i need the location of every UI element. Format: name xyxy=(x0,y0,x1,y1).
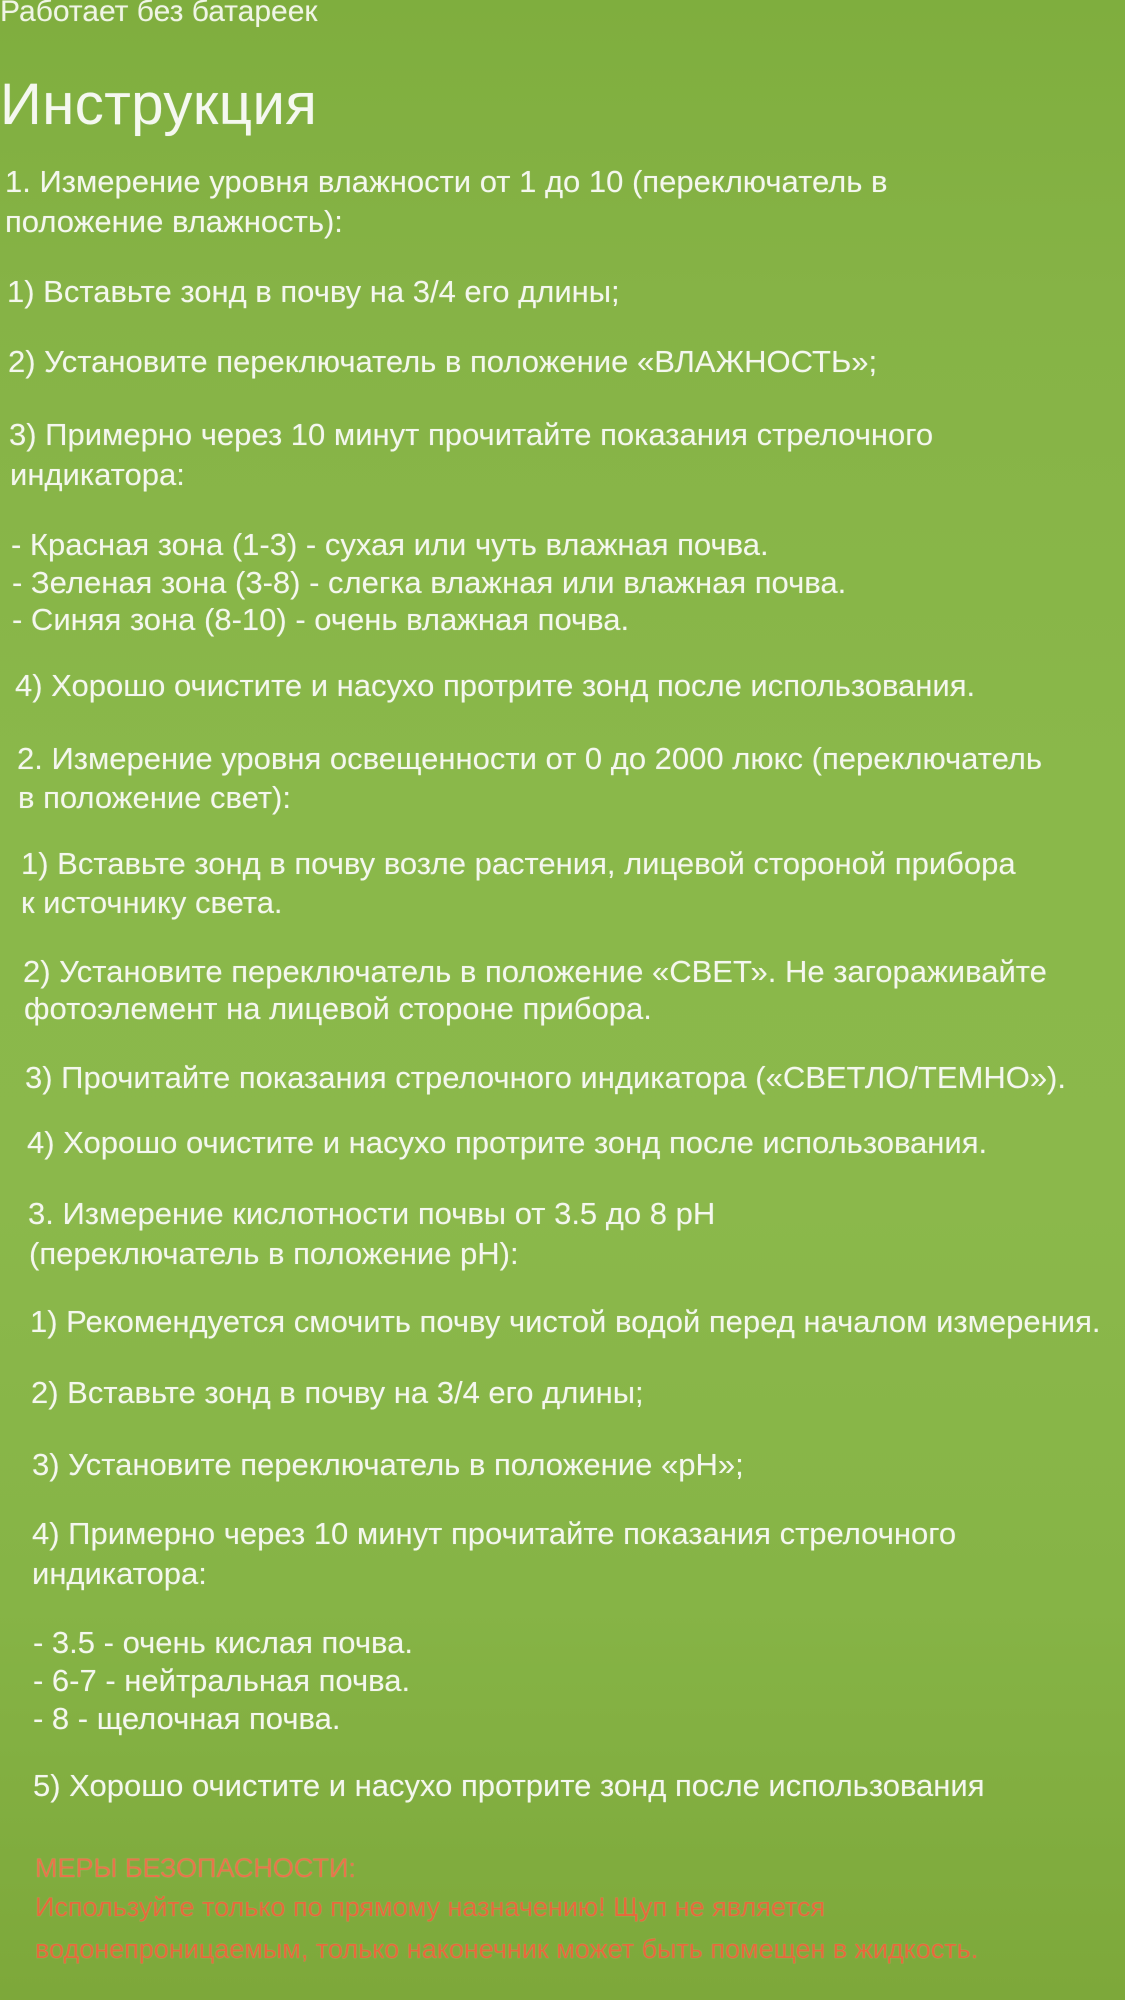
instruction-line: фотоэлемент на лицевой стороне прибора. xyxy=(24,991,652,1026)
instruction-line: 3. Измерение кислотности почвы от 3.5 до 8 pH xyxy=(28,1196,716,1231)
instruction-line: - 3.5 - очень кислая почва. xyxy=(33,1625,413,1660)
instruction-line: 4) Хорошо очистите и насухо протрите зонд после использования. xyxy=(15,668,976,703)
subtitle: Работает без батареек xyxy=(0,0,318,28)
instruction-line: 2) Установите переключатель в положение «СВЕТ». Не загораживайте xyxy=(23,954,1047,989)
instruction-line: - Красная зона (1-3) - сухая или чуть влажная почва. xyxy=(11,527,769,562)
instruction-line: - Зеленая зона (3-8) - слегка влажная или влажная почва. xyxy=(12,565,847,600)
instruction-line: - 6-7 - нейтральная почва. xyxy=(33,1663,411,1698)
instruction-line: 1) Рекомендуется смочить почву чистой водой перед началом измерения. xyxy=(30,1304,1101,1339)
safety-text-line: Используйте только по прямому назначению! Щуп не является xyxy=(35,1892,826,1922)
safety-text-line: водонепроницаемым, только наконечник может быть помещен в жидкость. xyxy=(35,1934,979,1964)
instruction-line: 2) Установите переключатель в положение «ВЛАЖНОСТЬ»; xyxy=(8,344,878,379)
instruction-line: 2. Измерение уровня освещенности от 0 до 2000 люкс (переключатель xyxy=(17,741,1043,776)
instruction-line: - Синяя зона (8-10) - очень влажная почва. xyxy=(12,602,630,637)
instruction-line: к источнику света. xyxy=(21,885,283,920)
instruction-line: в положение свет): xyxy=(18,780,291,815)
instruction-line: 1) Вставьте зонд в почву на 3/4 его длины; xyxy=(7,274,620,309)
instruction-line: 3) Установите переключатель в положение «pH»; xyxy=(32,1447,744,1482)
instruction-line: 4) Примерно через 10 минут прочитайте показания стрелочного xyxy=(32,1516,957,1551)
instruction-line: 1) Вставьте зонд в почву возле растения, лицевой стороной прибора xyxy=(21,846,1016,881)
page-title: Инструкция xyxy=(0,72,318,137)
instruction-line: 5) Хорошо очистите и насухо протрите зонд после использования xyxy=(33,1768,985,1803)
instruction-line: индикатора: xyxy=(10,457,185,492)
instruction-line: (переключатель в положение pH): xyxy=(29,1236,519,1271)
instruction-line: 1. Измерение уровня влажности от 1 до 10 (переключатель в xyxy=(5,164,888,199)
instruction-line: индикатора: xyxy=(32,1556,207,1591)
instruction-line: 3) Прочитайте показания стрелочного индикатора («СВЕТЛО/ТЕМНО»). xyxy=(25,1060,1066,1095)
instruction-line: 4) Хорошо очистите и насухо протрите зонд после использования. xyxy=(27,1125,988,1160)
instruction-line: положение влажность): xyxy=(5,204,343,239)
instruction-line: 3) Примерно через 10 минут прочитайте показания стрелочного xyxy=(9,417,934,452)
instruction-line: - 8 - щелочная почва. xyxy=(33,1701,341,1736)
instruction-line: 2) Вставьте зонд в почву на 3/4 его длины; xyxy=(31,1375,644,1410)
safety-title: МЕРЫ БЕЗОПАСНОСТИ: xyxy=(35,1853,356,1883)
